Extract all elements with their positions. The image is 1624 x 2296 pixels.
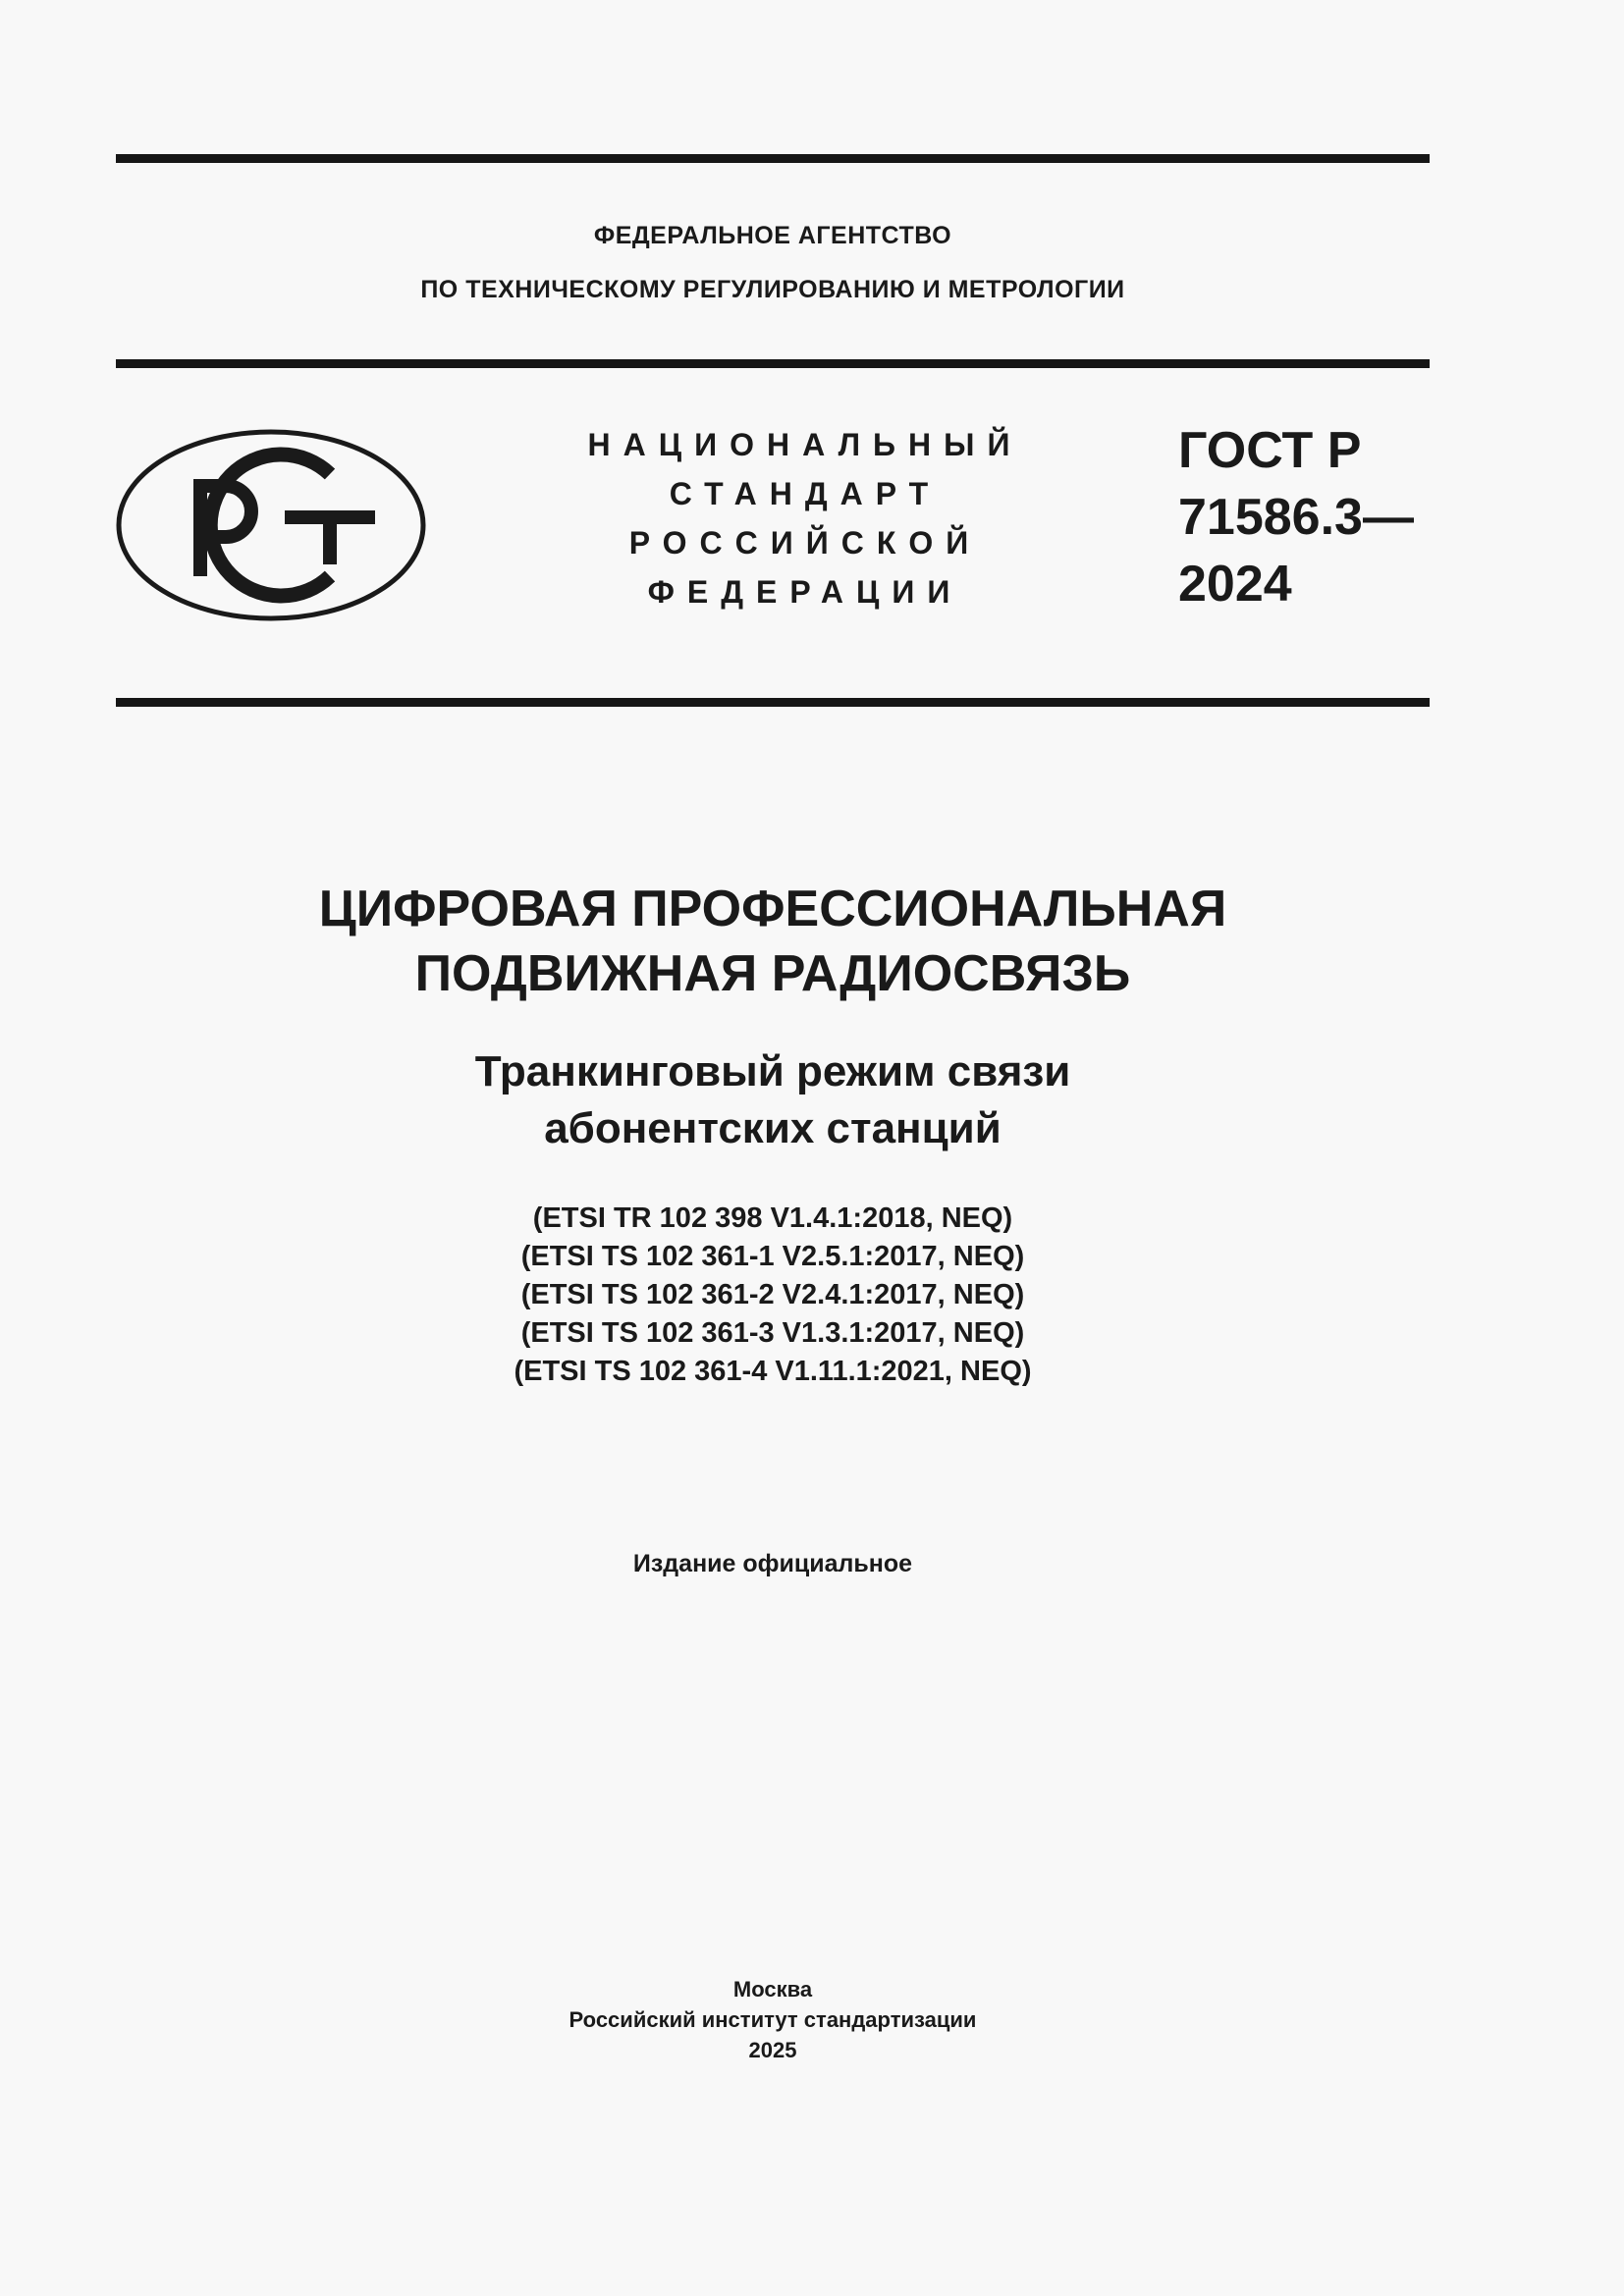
title-line: ПОДВИЖНАЯ РАДИОСВЯЗЬ [414,945,1131,1002]
national-standard-line: НАЦИОНАЛЬНЫЙ [587,427,1023,462]
reference-item: (ETSI TS 102 361-3 V1.3.1:2017, NEQ) [520,1317,1025,1349]
imprint-city: Москва [732,1977,813,2002]
agency-name-line-2: ПО ТЕХНИЧЕСКОМУ РЕГУЛИРОВАНИЮ И МЕТРОЛОГИИ [420,276,1125,303]
designation-line: 2024 [1178,556,1292,613]
document-title [116,877,1430,1006]
imprint-year: 2025 [748,2038,797,2062]
designation-line: 71586.3— [1178,489,1414,546]
national-standard-line: РОССИЙСКОЙ [628,525,982,561]
reference-item: (ETSI TS 102 361-2 V2.4.1:2017, NEQ) [520,1279,1025,1310]
agency-name-line-1: ФЕДЕРАЛЬНОЕ АГЕНТСТВО [593,222,952,249]
standard-designation [1178,417,1414,617]
title-line: ЦИФРОВАЯ ПРОФЕССИОНАЛЬНАЯ [318,881,1227,937]
top-rule [116,154,1430,163]
subtitle-line: абонентских станций [544,1104,1001,1152]
imprint [116,1974,1430,2065]
reference-item: (ETSI TS 102 361-4 V1.11.1:2021, NEQ) [514,1356,1032,1387]
document-subtitle [116,1043,1430,1157]
national-standard-line: ФЕДЕРАЦИИ [647,574,963,610]
rst-certification-mark-icon [116,429,426,621]
reference-item: (ETSI TS 102 361-1 V2.5.1:2017, NEQ) [520,1241,1025,1272]
edition-label: Издание официальное [632,1550,913,1577]
national-standard-line: СТАНДАРТ [669,476,942,511]
designation-line: ГОСТ Р [1178,422,1362,479]
header-rule [116,698,1430,707]
reference-item: (ETSI TR 102 398 V1.4.1:2018, NEQ) [532,1202,1013,1234]
national-standard-label [550,420,1060,616]
agency-rule [116,359,1430,368]
imprint-publisher: Российский институт стандартизации [568,2007,977,2032]
reference-list [116,1200,1430,1391]
subtitle-line: Транкинговый режим связи [474,1047,1071,1095]
